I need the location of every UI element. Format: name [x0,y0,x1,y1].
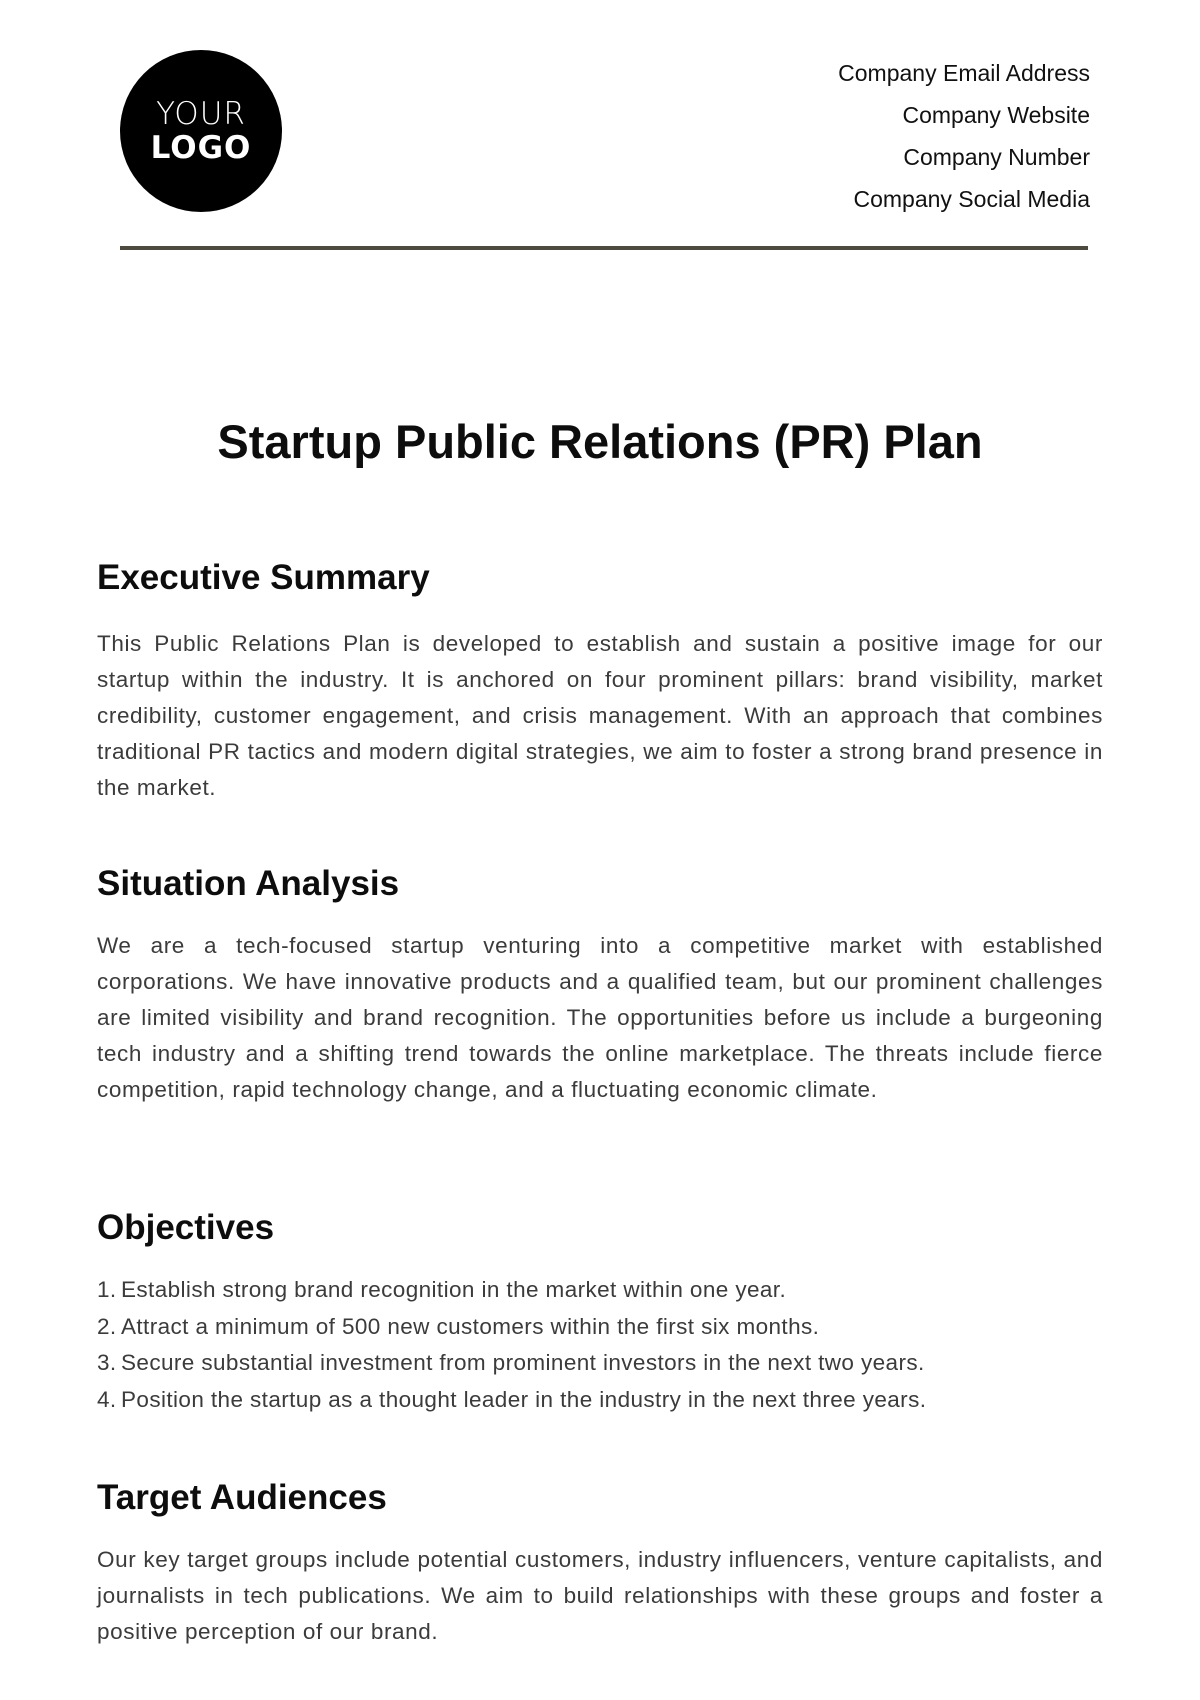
section-body: Our key target groups include potential customers, industry influencers, venture capitalists, and journalists in tech publications. We aim to build relationships with these groups and foster a positive perception of our brand. [97,1547,1103,1644]
section-body: This Public Relations Plan is developed to establish and sustain a positive image for our startup within the industry. It is anchored on four prominent pillars: brand visibility, market credibility, customer engagement, and crisis management. With an approach that combines traditional PR tactics and modern digital strategies, we aim to foster a strong brand presence in the market. [97,631,1103,800]
section-heading: Objectives [97,1208,275,1247]
document-title: Startup Public Relations (PR) Plan [217,415,983,468]
section-heading: Executive Summary [97,558,430,597]
list-number: 1. [97,1277,117,1302]
section-heading: Target Audiences [97,1478,387,1517]
logo-line-1: YOUR [156,95,246,132]
list-text: Establish strong brand recognition in the market within one year. [121,1277,787,1302]
header-divider [120,246,1088,250]
list-item [97,1272,1103,1309]
list-item [97,1345,1103,1382]
list-number: 2. [97,1313,117,1339]
section-body: We are a tech-focused startup venturing into a competitive market with established corporations. We have innovative products and a qualified team, but our prominent challenges are limited visibility and brand recognition. The opportunities before us include a burgeoning tech industry and a shifting trend towards the online marketplace. The threats include fierce competition, rapid technology change, and a fluctuating economic climate. [97,933,1103,1102]
company-number: Company Number [903,144,1090,170]
list-number: 3. [97,1350,117,1375]
logo-line-2: LOGO [150,129,252,166]
list-item [97,1309,1103,1346]
company-website: Company Website [902,102,1090,128]
section-heading: Situation Analysis [97,864,400,903]
list-number: 4. [97,1386,117,1412]
section-executive-summary [97,556,1103,806]
section-situation-analysis [97,862,1103,1108]
list-item [97,1382,1103,1419]
objectives-list [97,1272,1103,1418]
list-text: Secure substantial investment from prominent investors in the next two years. [121,1350,925,1375]
list-text: Position the startup as a thought leader in the industry in the next three years. [121,1386,927,1412]
company-email: Company Email Address [838,60,1090,86]
section-objectives [97,1206,1103,1418]
list-text: Attract a minimum of 500 new customers within the first six months. [121,1313,820,1339]
company-contact-block [838,52,1090,220]
section-target-audiences [97,1476,1103,1650]
company-logo [120,50,282,212]
company-social-media: Company Social Media [853,186,1090,212]
